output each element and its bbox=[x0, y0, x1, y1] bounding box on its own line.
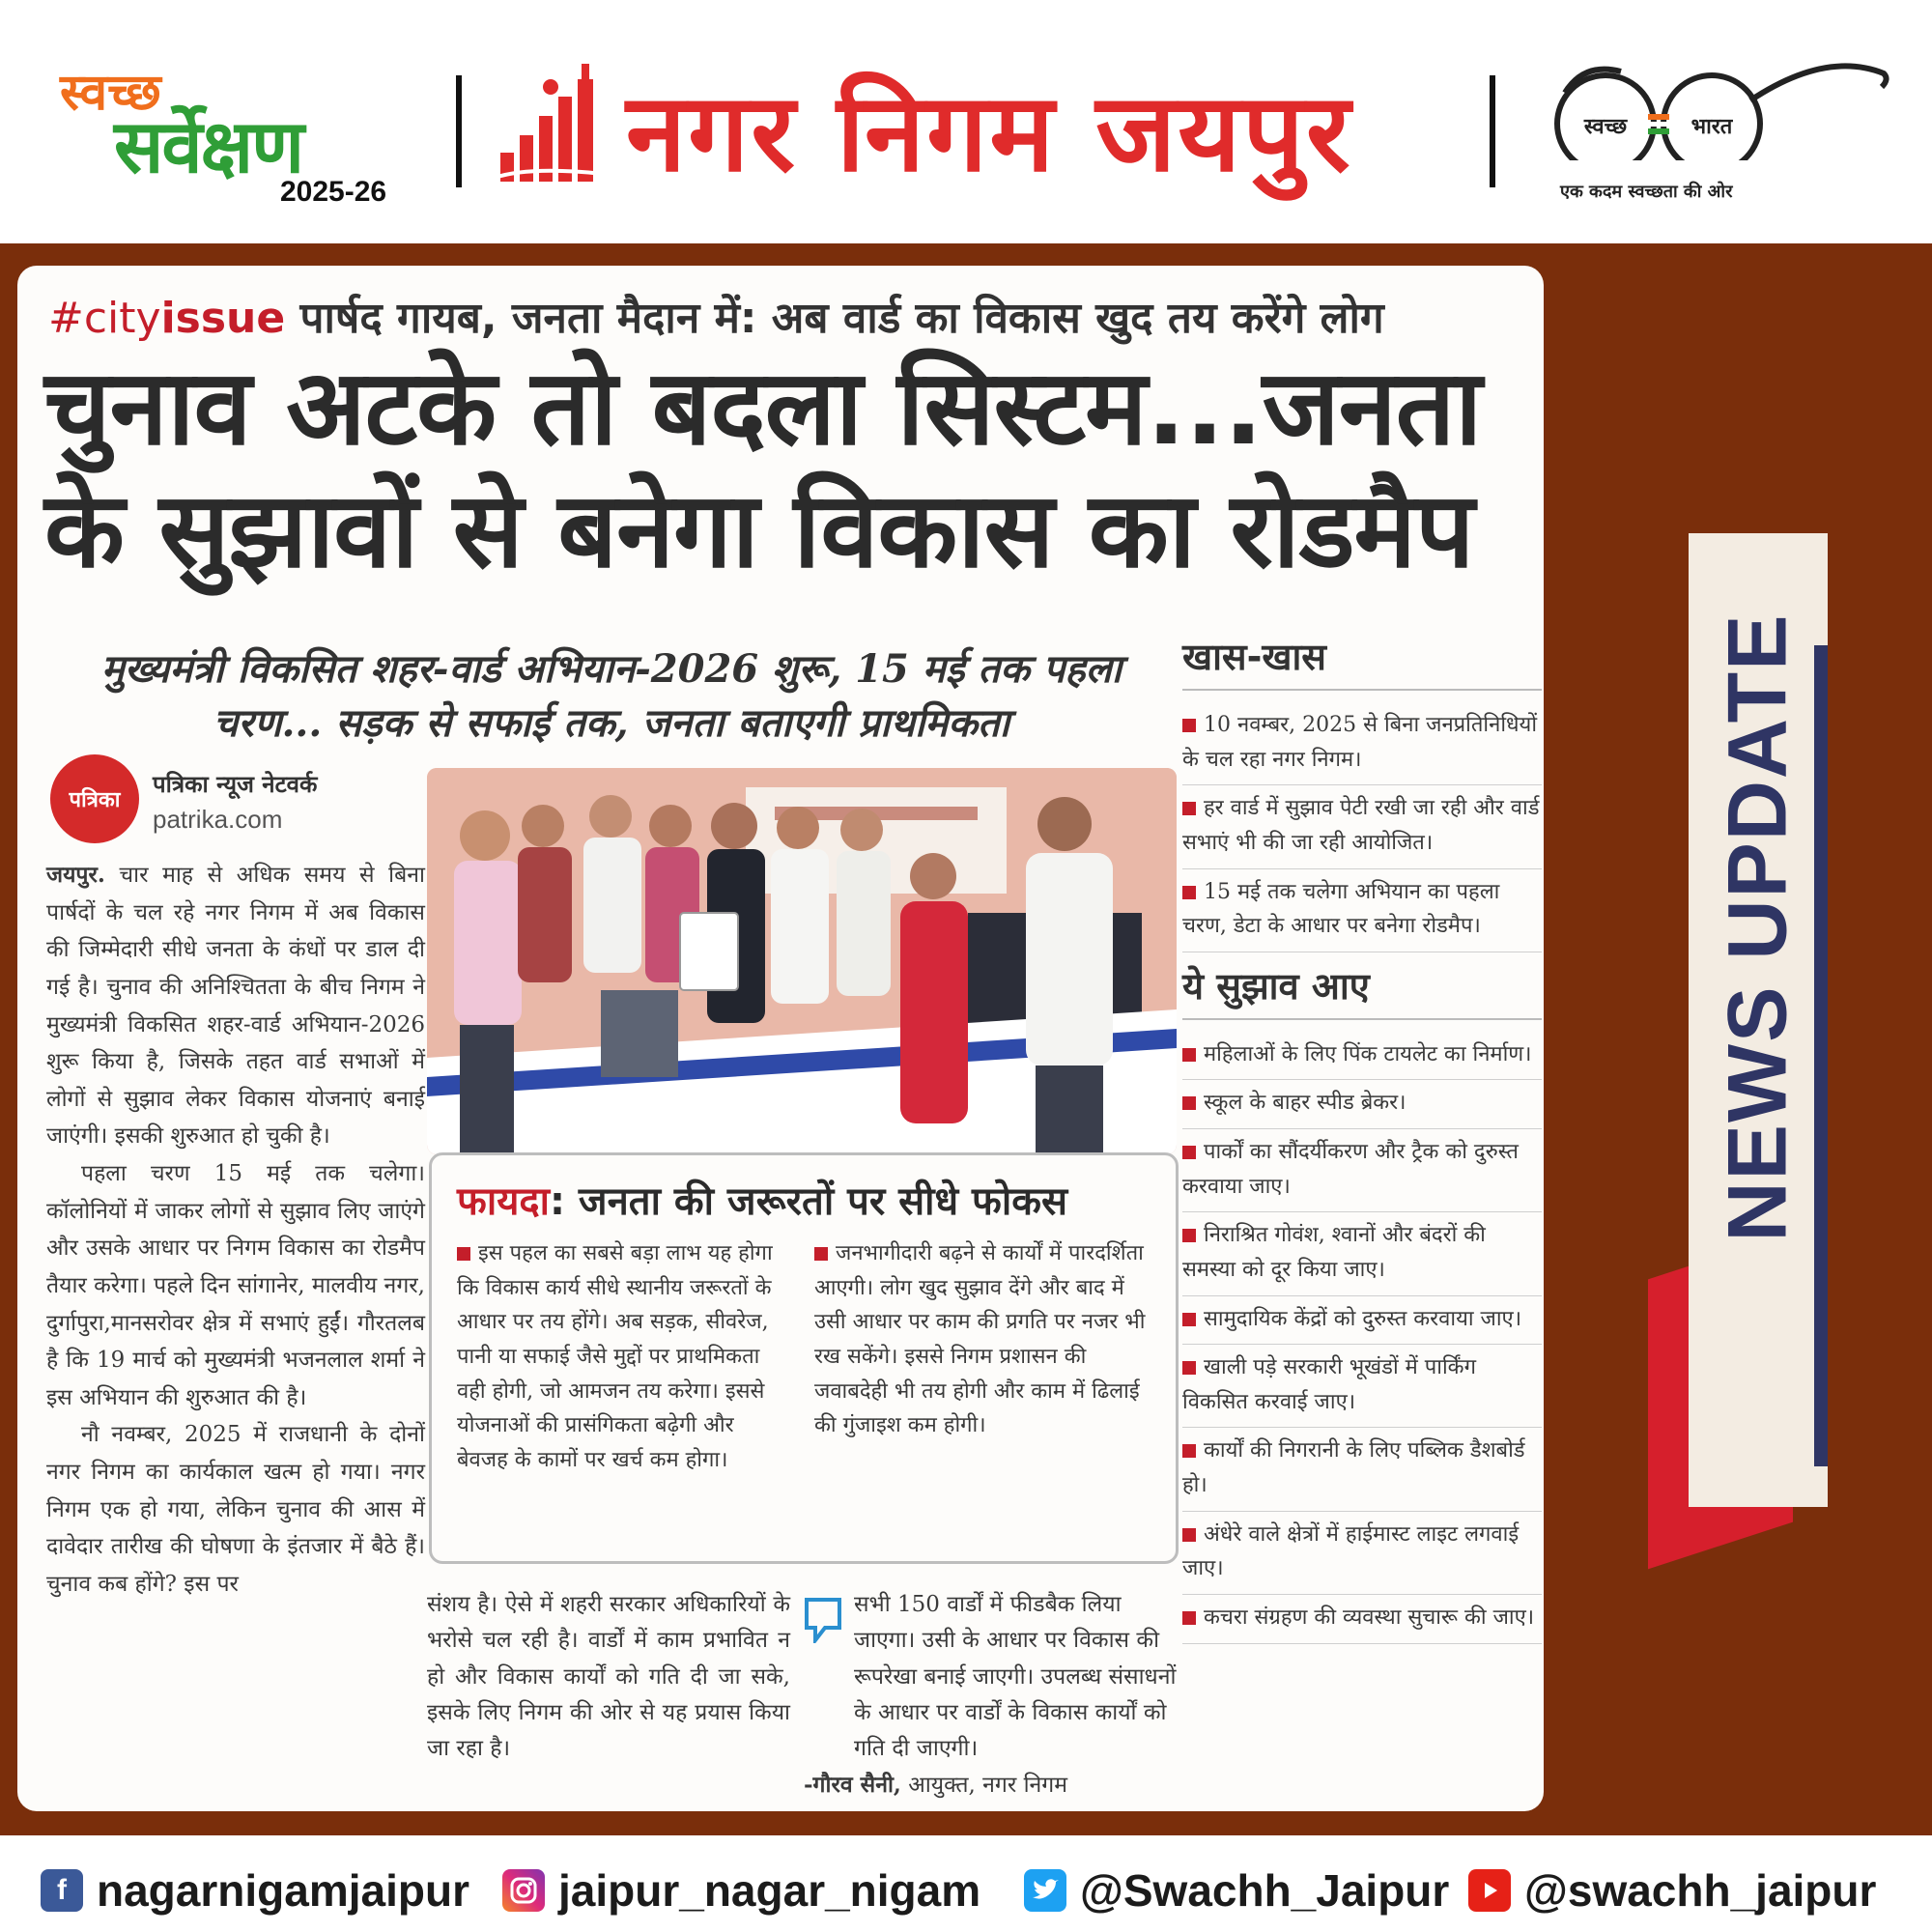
article-paragraph: पहला चरण 15 मई तक चलेगा। कॉलोनियों में जाकर लोगों से सुझाव लिए जाएंगे और उसके आधार पर निगम विकास का रोडमैप तैयार करेगा। पहले दिन सांगानेर, मालवीय नगर, दुर्गापुरा,मानसरोवर क्षेत्र में सभाएं हुईं। गौरतलब है कि 19 मार्च को मुख्यमंत्री भजनलाल शर्मा ने इस अभियान की शुरुआत की है। bbox=[46, 1161, 425, 1410]
highlight-text: 10 नवम्बर, 2025 से बिना जनप्रतिनिधियों के चल रहा नगर निगम। bbox=[1182, 713, 1538, 772]
suggestion-item bbox=[1182, 1428, 1542, 1511]
benefit-text: जनभागीदारी बढ़ने से कार्यों में पारदर्शिता आएगी। लोग खुद सुझाव देंगे और बाद में उसी आधार पर काम की प्रगति पर नजर भी रख सकेंगे। इससे निगम प्रशासन की जवाबदेही भी तय होगी और काम में ढिलाई की गुंजाइश कम होगी। bbox=[814, 1241, 1146, 1438]
highlight-item bbox=[1182, 702, 1542, 785]
benefit-column-left bbox=[457, 1236, 791, 1477]
swachh-bharat-tagline: एक कदम स्वच्छता की ओर bbox=[1560, 182, 1733, 202]
photo-illustration bbox=[427, 768, 1177, 1154]
quote-signature: -गौरव सैनी, bbox=[804, 1772, 901, 1799]
article-column-1 bbox=[46, 857, 425, 1604]
suggestion-item bbox=[1182, 1296, 1542, 1346]
kicker-text: पार्षद गायब, जनता मैदान में: अब वार्ड का विकास खुद तय करेंगे लोग bbox=[299, 294, 1384, 343]
suggestion-text: निराश्रित गोवंश, श्वानों और बंदरों की समस्या को दूर किया जाए। bbox=[1182, 1223, 1486, 1282]
bullet-icon bbox=[814, 1247, 828, 1261]
benefit-box bbox=[429, 1152, 1179, 1564]
news-update-stripe bbox=[1814, 645, 1828, 1466]
instagram-handle: jaipur_nagar_nigam bbox=[558, 1865, 981, 1916]
quote-role: आयुक्त, नगर निगम bbox=[908, 1773, 1068, 1799]
patrika-logo: पत्रिका bbox=[50, 754, 139, 843]
suggestion-item bbox=[1182, 1345, 1542, 1428]
suggestion-text: कार्यों की निगरानी के लिए पब्लिक डैशबोर्ड हो। bbox=[1182, 1438, 1525, 1497]
bullet-icon bbox=[1182, 719, 1196, 732]
bullet-icon bbox=[1182, 1229, 1196, 1242]
youtube-handle: @swachh_jaipur bbox=[1524, 1865, 1877, 1916]
kicker-hashtag: #city bbox=[48, 294, 161, 343]
article-paragraph: नौ नवम्बर, 2025 में राजधानी के दोनों नगर निगम का कार्यकाल खत्म हो गया। नगर निगम एक हो गया, लेकिन चुनाव की आस में दावेदार तारीख की घोषणा के इंतजार में बैठे हैं। चुनाव कब होंगे? इस पर bbox=[46, 1422, 425, 1597]
article-kicker bbox=[48, 287, 1384, 345]
suggestion-item bbox=[1182, 1512, 1542, 1595]
bullet-icon bbox=[1182, 1611, 1196, 1625]
suggestion-item bbox=[1182, 1595, 1542, 1644]
suggestion-text: अंधेरे वाले क्षेत्रों में हाईमास्ट लाइट लगवाई जाए। bbox=[1182, 1521, 1520, 1581]
article-paragraph: चार माह से अधिक समय से बिना पार्षदों के चल रहे नगर निगम में अब विकास की जिम्मेदारी सीधे जनता के कंधों पर डाल दी गई है। चुनाव की अनिश्चितता के बीच निगम ने मुख्यमंत्री विकसित शहर-वार्ड अभियान-2026 शुरू किया है, जिसके तहत वार्ड सभाओं में लोगों से सुझाव लेकर विकास योजनाएं बनाई जाएंगी। इसकी शुरुआत हो चुकी है। bbox=[46, 863, 425, 1150]
suggestion-item bbox=[1182, 1032, 1542, 1081]
social-footer bbox=[0, 1835, 1932, 1932]
official-quote bbox=[804, 1587, 1182, 1804]
article-headline: चुनाव अटके तो बदला सिस्टम...जनता के सुझावों से बनेगा विकास का रोडमैप bbox=[44, 348, 1482, 592]
suggestions-heading: ये सुझाव आए bbox=[1182, 960, 1542, 1020]
highlight-item bbox=[1182, 869, 1542, 952]
benefit-label: फायदा bbox=[457, 1179, 550, 1224]
bullet-icon bbox=[1182, 1048, 1196, 1062]
dateline: जयपुर. bbox=[46, 862, 105, 888]
suggestion-text: महिलाओं के लिए पिंक टायलेट का निर्माण। bbox=[1204, 1041, 1532, 1066]
header-divider bbox=[1490, 75, 1495, 187]
kicker-issue: issue bbox=[160, 294, 286, 343]
highlights-heading: खास-खास bbox=[1182, 631, 1542, 691]
instagram-icon bbox=[502, 1869, 545, 1912]
nagar-nigam-building-icon bbox=[491, 60, 607, 184]
swachh-bharat-glasses-icon bbox=[1546, 54, 1893, 160]
suggestion-text: खाली पड़े सरकारी भूखंडों में पार्किंग विकसित करवाई जाए। bbox=[1182, 1355, 1476, 1414]
bullet-icon bbox=[1182, 1096, 1196, 1110]
article-deck: मुख्यमंत्री विकसित शहर-वार्ड अभियान-2026 शुरू, 15 मई तक पहला चरण... सड़क से सफाई तक, जनता बताएगी प्राथमिकता bbox=[100, 646, 1122, 746]
quote-text: सभी 150 वार्डों में फीडबैक लिया जाएगा। उसी के आधार पर विकास की रूपरेखा बनाई जाएगी। उपलब्ध संसाधनों के आधार पर वार्डों के विकास कार्यों को गति दी जाएगी। bbox=[854, 1592, 1177, 1761]
benefit-text: इस पहल का सबसे बड़ा लाभ यह होगा कि विकास कार्य सीधे स्थानीय जरूरतों के आधार पर तय होंगे। अब सड़क, सीवरेज, पानी या सफाई जैसे मुद्दों पर प्राथमिकता वही होगी, जो आमजन तय करेगा। इससे योजनाओं की प्रासंगिकता बढ़ेगी और बेवजह के कामों पर खर्च कम होगा। bbox=[457, 1241, 773, 1472]
suggestion-text: कचरा संग्रहण की व्यवस्था सुचारू की जाए। bbox=[1204, 1605, 1535, 1630]
suggestion-item bbox=[1182, 1212, 1542, 1295]
suggestion-text: स्कूल के बाहर स्पीड ब्रेकर। bbox=[1204, 1091, 1406, 1116]
suggestion-text: पार्कों का सौंदर्यीकरण और ट्रैक को दुरुस्त करवाया जाए। bbox=[1182, 1140, 1519, 1199]
byline-name: पत्रिका न्यूज नेटवर्क bbox=[153, 771, 318, 798]
benefit-title bbox=[457, 1173, 1067, 1226]
facebook-handle: nagarnigamjaipur bbox=[97, 1865, 469, 1916]
news-photo bbox=[427, 768, 1177, 1154]
nagar-nigam-jaipur-title: नगर निगम जयपुर bbox=[626, 71, 1352, 196]
highlights-sidebar bbox=[1182, 631, 1542, 1644]
article-column-2: संशय है। ऐसे में शहरी सरकार अधिकारियों के भरोसे चल रही है। वार्डों में काम प्रभावित न हो और विकास कार्यों को गति दी जा सके, इसके लिए निगम की ओर से यह प्रयास किया जा रहा है। bbox=[427, 1592, 790, 1761]
instagram-link[interactable] bbox=[502, 1864, 980, 1917]
suggestion-text: सामुदायिक केंद्रों को दुरुस्त करवाया जाए। bbox=[1204, 1306, 1522, 1331]
byline-site: patrika.com bbox=[153, 805, 283, 834]
facebook-link[interactable] bbox=[41, 1864, 469, 1917]
bullet-icon bbox=[1182, 1146, 1196, 1159]
swachh-survekshan-logo-main: सर्वेक्षण bbox=[114, 103, 303, 189]
twitter-icon bbox=[1024, 1869, 1066, 1912]
highlight-text: 15 मई तक चलेगा अभियान का पहला चरण, डेटा के आधार पर बनेगा रोडमैप। bbox=[1182, 879, 1500, 939]
bullet-icon bbox=[1182, 1361, 1196, 1375]
news-update-label: NEWS UPDATE bbox=[1711, 612, 1804, 1242]
bharat-label: भारत bbox=[1690, 115, 1733, 139]
youtube-link[interactable] bbox=[1468, 1864, 1876, 1917]
bullet-icon bbox=[1182, 802, 1196, 815]
suggestion-item bbox=[1182, 1129, 1542, 1212]
bullet-icon bbox=[1182, 1313, 1196, 1326]
highlight-text: हर वार्ड में सुझाव पेटी रखी जा रही और वार्ड सभाएं भी की जा रही आयोजित। bbox=[1182, 796, 1540, 855]
swachh-label: स्वच्छ bbox=[1583, 115, 1628, 139]
swachh-survekshan-year: 2025-26 bbox=[280, 176, 387, 208]
header bbox=[0, 0, 1932, 243]
newspaper-clipping bbox=[17, 266, 1544, 1811]
bullet-icon bbox=[1182, 1528, 1196, 1542]
facebook-icon: f bbox=[41, 1869, 83, 1912]
bullet-icon bbox=[1182, 886, 1196, 899]
swachh-survekshan-logo-top: स्वच्छ bbox=[60, 64, 161, 122]
header-divider bbox=[456, 75, 462, 187]
suggestion-item bbox=[1182, 1080, 1542, 1129]
bullet-icon bbox=[457, 1247, 470, 1261]
bullet-icon bbox=[1182, 1444, 1196, 1458]
benefit-heading: : जनता की जरूरतों पर सीधे फोकस bbox=[550, 1179, 1067, 1224]
twitter-handle: @Swachh_Jaipur bbox=[1080, 1865, 1450, 1916]
youtube-icon bbox=[1468, 1869, 1511, 1912]
twitter-link[interactable] bbox=[1024, 1864, 1449, 1917]
highlight-item bbox=[1182, 785, 1542, 868]
benefit-column-right bbox=[814, 1236, 1149, 1443]
